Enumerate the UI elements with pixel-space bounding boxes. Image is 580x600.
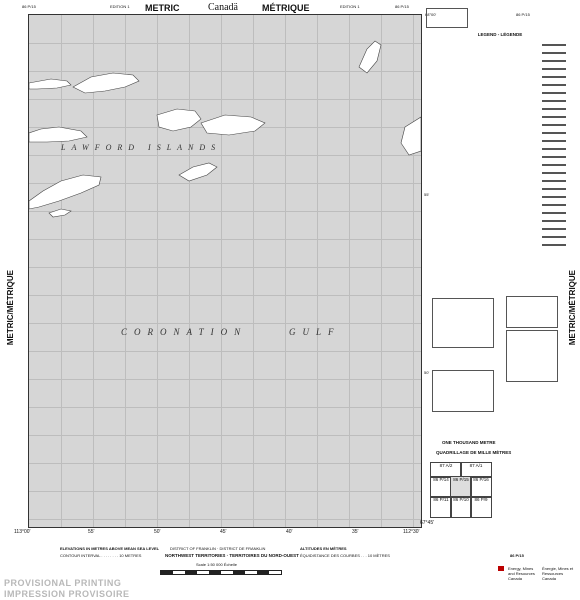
island xyxy=(359,41,381,73)
legend-row xyxy=(426,226,574,232)
legend-row xyxy=(426,42,574,48)
footer-map-id: 86 P/15 xyxy=(510,553,524,558)
island xyxy=(179,163,217,181)
provisional-printing: PROVISIONAL PRINTING xyxy=(4,578,122,588)
island xyxy=(201,115,265,135)
legend-row xyxy=(426,114,574,120)
legend-row xyxy=(426,202,574,208)
scale-bar xyxy=(160,570,282,575)
equidistance-note: ÉQUIDISTANCE DES COURBES . . . 10 MÈTRES xyxy=(300,553,390,558)
declination-diagram xyxy=(506,330,558,382)
lon-bottom-right: 112°30' xyxy=(403,529,420,535)
left-side-label: METRIC/MÉTRIQUE xyxy=(6,270,15,346)
island xyxy=(157,109,201,131)
territories-label: NORTHWEST TERRITORIES · TERRITOIRES DU NORD-OUEST xyxy=(165,553,299,558)
label-gulf: GULF xyxy=(289,327,341,337)
right-side-label: METRIC/MÉTRIQUE xyxy=(568,270,577,346)
edition-right: EDITION 1 xyxy=(340,4,360,9)
label-lawford-islands: LAWFORD ISLANDS xyxy=(61,143,222,152)
canada-flag-icon xyxy=(498,566,504,571)
lat-tick-right: 55' xyxy=(424,192,430,197)
scale-label: Scale 1:50 000 Échelle xyxy=(196,562,237,567)
canada-wordmark: Canadä xyxy=(208,2,238,13)
legend-panel xyxy=(426,8,574,258)
index-cell: 86 P/16 xyxy=(470,476,492,498)
lat-top-right: 68°00' xyxy=(425,12,437,17)
legend-row xyxy=(426,162,574,168)
edition-left: EDITION 1 xyxy=(110,4,130,9)
elevations-note: ELEVATIONS IN METRES ABOVE MEAN SEA LEVEL xyxy=(60,546,160,551)
legend-title: LEGEND - LÉGENDE xyxy=(477,32,523,37)
quadrillage: QUADRILLAGE DE MILLE MÈTRES xyxy=(436,450,512,455)
legend-map-id: 86 P/15 xyxy=(516,12,530,17)
legend-row xyxy=(426,98,574,104)
symbol-box xyxy=(426,8,468,28)
legend-row xyxy=(426,194,574,200)
index-cell: 87 A/2 xyxy=(430,462,462,478)
legend-row xyxy=(426,122,574,128)
legend-row xyxy=(426,74,574,80)
lon-tick: 55' xyxy=(88,529,95,535)
map-frame[interactable] xyxy=(28,14,422,528)
legend-row xyxy=(426,130,574,136)
lon-bottom-left: 113°00' xyxy=(14,529,31,535)
index-cell: 86 P/11 xyxy=(430,496,452,518)
notes-box xyxy=(432,370,494,412)
energie-dept: Énergie, Mines et Ressources Canada xyxy=(542,566,574,581)
altitudes-note: ALTITUDES EN MÈTRES xyxy=(300,546,347,551)
lon-tick: 50' xyxy=(154,529,161,535)
one-thousand-metre: ONE THOUSAND METRE xyxy=(442,440,496,445)
index-cell: 86 P/14 xyxy=(430,476,452,498)
legend-row xyxy=(426,106,574,112)
lat-bottom-mid: 67°45' xyxy=(420,520,435,526)
legend-row xyxy=(426,178,574,184)
legend-row xyxy=(426,50,574,56)
lon-tick: 35' xyxy=(352,529,359,535)
photography-box xyxy=(432,298,494,348)
legend-row xyxy=(426,234,574,240)
lon-tick: 45' xyxy=(220,529,227,535)
index-cell: 86 P/9 xyxy=(470,496,492,518)
legend-row xyxy=(426,210,574,216)
legend-row xyxy=(426,242,574,248)
legend-row xyxy=(426,82,574,88)
locator-box xyxy=(506,296,558,328)
label-coronation: CORONATION xyxy=(121,327,248,337)
index-cell: 86 P/10 xyxy=(450,496,472,518)
island xyxy=(29,175,101,209)
index-cell: 87 A/1 xyxy=(460,462,492,478)
legend-row xyxy=(426,58,574,64)
island xyxy=(29,127,87,142)
index-cell-current: 86 P/15 xyxy=(450,476,472,498)
island xyxy=(29,79,71,89)
contour-interval: CONTOUR INTERVAL . . . . . . . . 10 METRES xyxy=(60,553,142,558)
island xyxy=(49,209,71,217)
island xyxy=(73,73,139,93)
energy-dept: Energy, Mines and Resources Canada xyxy=(508,566,535,581)
map-id-right: 86 P/15 xyxy=(395,4,409,9)
legend-row xyxy=(426,170,574,176)
island xyxy=(401,117,421,155)
legend-row xyxy=(426,90,574,96)
lat-tick-right: 50' xyxy=(424,370,430,375)
islands-layer xyxy=(29,15,421,527)
district-label: DISTRICT OF FRANKLIN · DISTRICT DE FRANKLIN xyxy=(170,546,266,551)
legend-row xyxy=(426,146,574,152)
impression-provisoire: IMPRESSION PROVISOIRE xyxy=(4,589,130,599)
metrique-heading: MÉTRIQUE xyxy=(262,3,310,13)
legend-row xyxy=(426,154,574,160)
legend-row xyxy=(426,138,574,144)
legend-row xyxy=(426,218,574,224)
legend-row xyxy=(426,186,574,192)
metric-heading: METRIC xyxy=(145,3,180,13)
lon-tick: 40' xyxy=(286,529,293,535)
legend-row xyxy=(426,66,574,72)
map-id-left: 86 P/15 xyxy=(22,4,36,9)
